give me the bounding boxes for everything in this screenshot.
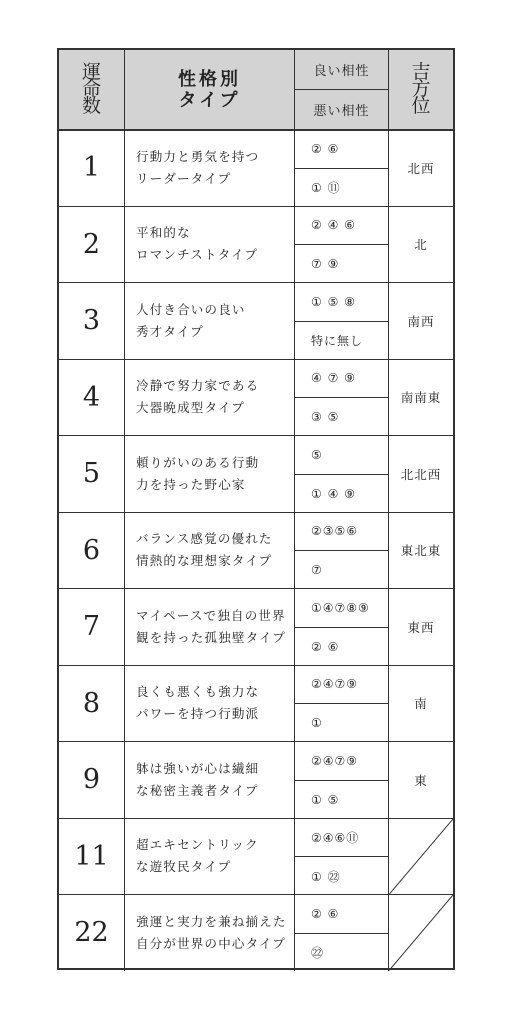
column-divider [124,666,125,742]
column-divider [124,360,125,436]
luck-number: 8 [82,687,101,719]
good-compat: ②③⑤⑥ [311,524,359,539]
bad-compat: ② ⑥ [311,639,340,654]
good-compat: ②④⑦⑨ [311,677,359,692]
column-divider [388,283,389,359]
type-description: 平和的な ロマンチストタイプ [136,225,259,262]
luck-number: 5 [82,458,101,489]
table-row [59,588,453,665]
column-divider [388,207,389,283]
type-description: 躰は強いが心は繊細 な秘密主義者タイプ [136,760,260,798]
header-direction: 吉 方 位 [411,61,431,117]
luck-number: 11 [74,840,109,872]
column-divider [124,742,125,818]
good-compat: ② ⑥ [311,141,340,156]
compat-divider [295,397,388,398]
type-description: 頼りがいのある行動 力を持った野心家 [136,454,260,492]
lucky-direction: 南 [414,696,428,711]
column-divider [388,436,389,512]
good-compat: ② ⑥ [311,906,340,921]
luck-number: 9 [82,764,101,795]
column-divider [124,895,125,971]
type-description: 超エキセントリック な遊牧民タイプ [136,837,259,874]
table-row [59,818,453,895]
table-row [59,512,453,589]
table-header [59,50,453,131]
luck-number: 2 [82,228,101,260]
compat-divider [295,703,388,704]
luck-number: 22 [74,917,109,948]
column-divider [388,742,389,818]
table-row [59,206,453,283]
type-description: 冷静で努力家である 大器晩成型タイプ [136,378,260,415]
header-type: 性格別 タイプ [178,68,241,111]
header-column-divider [388,50,389,129]
column-divider [388,819,389,895]
column-divider [124,207,125,283]
compat-divider [295,780,388,781]
header-luck-number: 運 命 数 [81,61,101,117]
compat-divider [295,550,388,551]
type-description: 良くも悪くも強力な パワーを持つ行動派 [136,684,260,721]
type-description: マイペースで独自の世界 観を持った孤独壁タイプ [136,607,287,645]
bad-compat: ① ④ ⑨ [311,486,356,501]
table-row [59,129,453,206]
luck-number: 4 [82,381,101,413]
compatibility-table [57,48,455,970]
table-row [59,435,453,512]
good-compat: ④ ⑦ ⑨ [311,371,356,386]
bad-compat: ㉒ [311,946,325,961]
bad-compat: ① ㉒ [311,869,341,884]
good-compat: ②④⑥⑪ [311,830,360,845]
empty-direction-slash [389,819,453,895]
table-row [59,741,453,818]
column-divider [124,819,125,895]
lucky-direction: 南南東 [400,390,442,405]
bad-compat: 特に無し [311,334,364,349]
column-divider [388,130,389,206]
bad-compat: ⑦ [311,563,323,578]
type-description: 強運と実力を兼ね揃えた 自分が世界の中心タイプ [136,913,287,951]
type-description: 行動力と勇気を持つ リーダータイプ [136,148,260,186]
bad-compat: ① [311,716,323,731]
luck-number: 3 [82,305,101,336]
compat-divider [295,856,388,857]
lucky-direction: 東北東 [400,543,442,558]
good-compat: ①④⑦⑧⑨ [311,600,370,615]
lucky-direction: 北 [414,237,428,252]
compat-divider [295,627,388,628]
lucky-direction: 南西 [407,313,435,329]
good-compat: ① ⑤ ⑧ [311,294,356,309]
column-divider [388,589,389,665]
type-description: バランス感覚の優れた 情熱的な理想家タイプ [136,531,273,568]
good-compat: ⑤ [311,447,323,462]
header-good-compat: 良い相性 [313,64,370,79]
column-divider [124,130,125,206]
column-divider [124,283,125,359]
lucky-direction: 北北西 [400,466,442,482]
header-column-divider [294,50,295,129]
compat-divider [295,933,388,934]
lucky-direction: 北西 [407,160,435,176]
table-row [59,894,453,971]
luck-number: 6 [82,534,101,566]
column-divider [124,436,125,512]
empty-direction-slash [389,895,453,971]
table-row [59,282,453,359]
type-description: 人付き合いの良い 秀才タイプ [136,301,246,339]
bad-compat: ① ⑪ [311,181,341,196]
lucky-direction: 東西 [407,619,435,635]
luck-number: 1 [82,152,101,183]
compat-divider [295,244,388,245]
compat-divider [295,168,388,169]
column-divider [124,589,125,665]
header-bad-compat: 悪い相性 [313,104,370,119]
table-row [59,359,453,436]
column-divider [388,513,389,589]
compat-divider [295,474,388,475]
bad-compat: ① ⑤ [311,792,340,807]
column-divider [388,895,389,971]
luck-number: 7 [82,611,101,642]
column-divider [124,513,125,589]
good-compat: ②④⑦⑨ [311,753,359,768]
column-divider [388,666,389,742]
header-column-divider [124,50,125,129]
column-divider [388,360,389,436]
bad-compat: ⑦ ⑨ [311,257,340,272]
table-row [59,665,453,742]
bad-compat: ③ ⑤ [311,410,340,425]
lucky-direction: 東 [414,772,428,788]
good-compat: ② ④ ⑥ [311,218,356,233]
compat-divider [295,321,388,322]
